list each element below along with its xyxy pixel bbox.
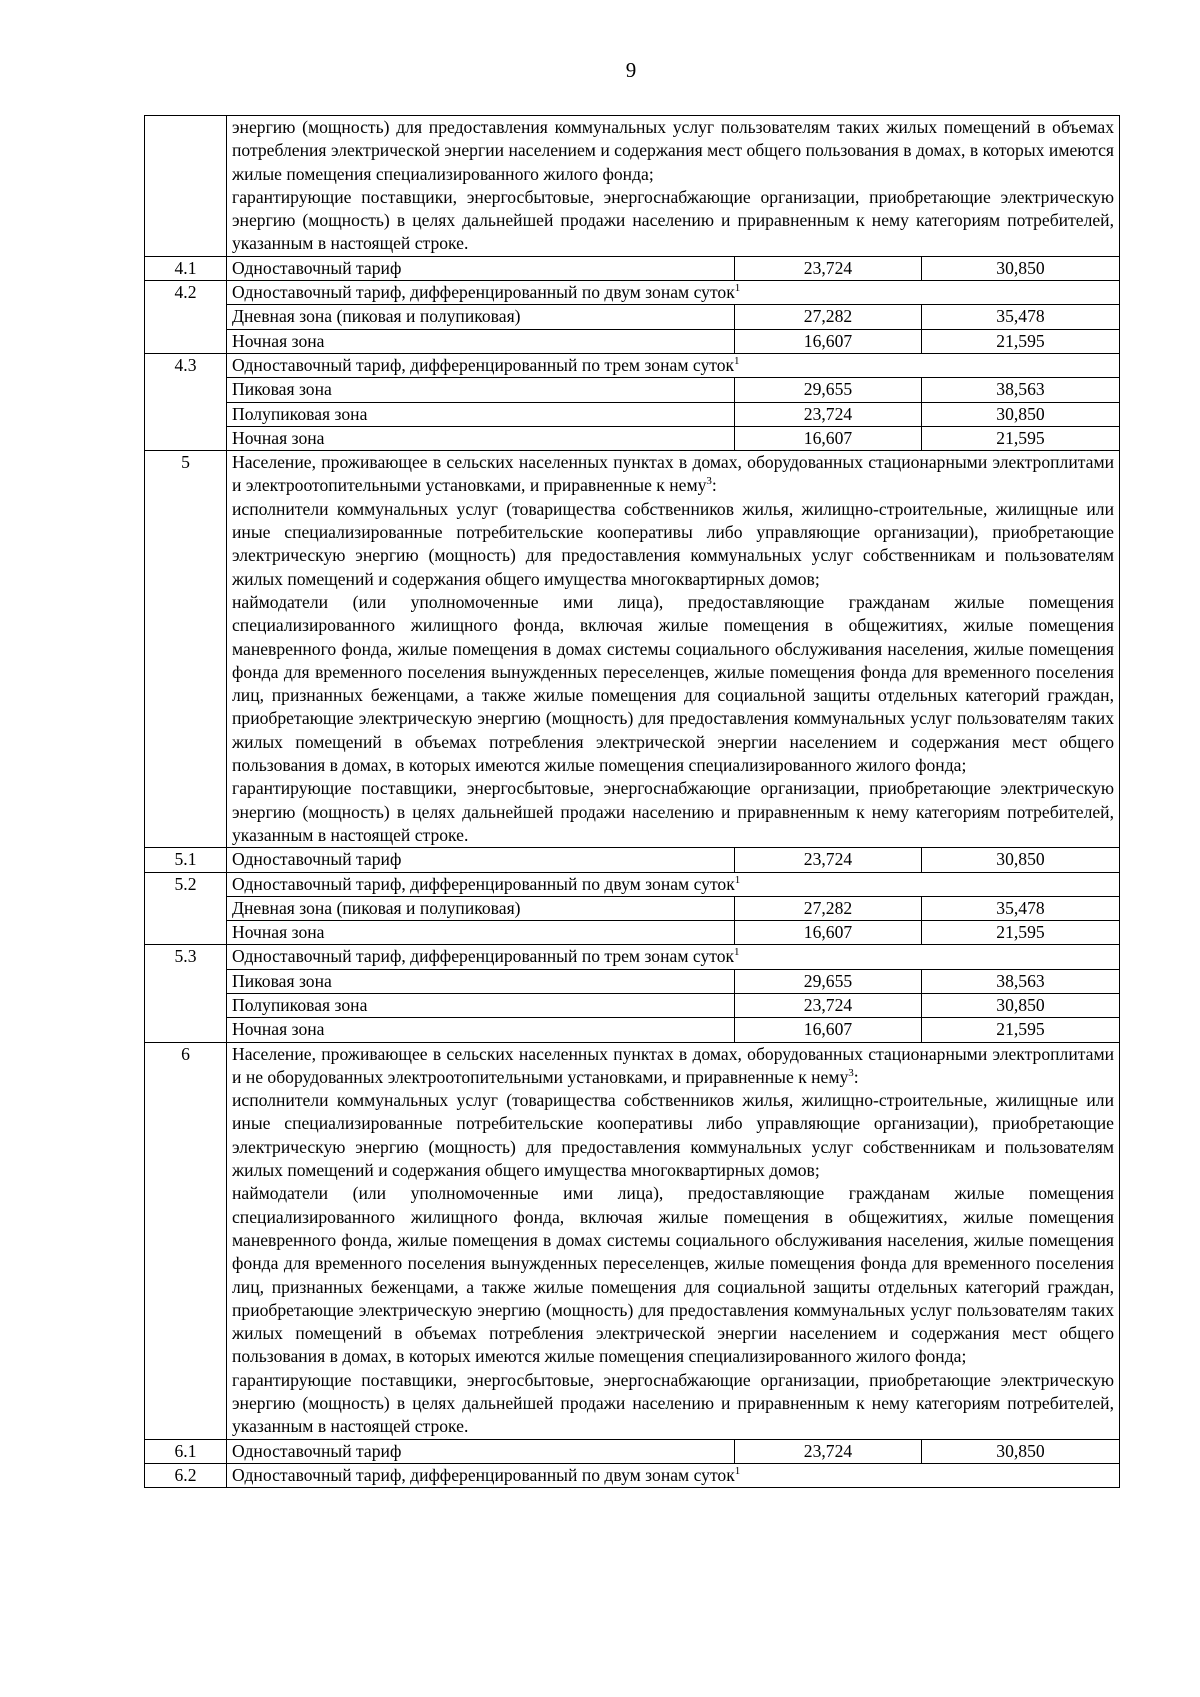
zone-label: Ночная зона <box>227 921 735 945</box>
table-row <box>145 378 1120 402</box>
tariff-label <box>227 945 1120 969</box>
table-row <box>145 896 1120 920</box>
tariff-label-text: Одноставочный тариф, дифференцированный по двум зонам суток <box>232 873 735 894</box>
description-paragraph: наймодатели (или уполномоченные ими лица), предоставляющие гражданам жилые помещения специализированного жилищного фонда, включая жилые помещения в общежитиях, жилые помещения маневренного фонда, жилые помещения в домах системы социального обслуживания населения, жилые помещения фонда для временного поселения вынужденных переселенцев, жилые помещения фонда для временного поселения лиц, признанных беженцами, а также жилые помещения для социальной защиты отдельных категорий граждан, приобретающие электрическую энергию (мощность) для предоставления коммунальных услуг пользователям таких жилых помещений в объемах потребления электрической энергии населением и содержания мест общего пользования в домах, в которых имеются жилые помещения специализированного жилого фонда; <box>232 591 1114 776</box>
intro-text: Население, проживающее в сельских населенных пунктах в домах, оборудованных стационарными электроплитами и электроотопительными установками, и приравненные к нему <box>232 452 1114 496</box>
tariff-value: 29,655 <box>735 969 922 993</box>
table-row <box>145 402 1120 426</box>
row-number: 4.2 <box>145 281 227 354</box>
tariff-value: 16,607 <box>735 1018 922 1042</box>
tariff-value: 23,724 <box>735 402 922 426</box>
table-row <box>145 116 1120 257</box>
description-paragraph: исполнители коммунальных услуг (товарищества собственников жилья, жилищно-строительные, жилищные или иные специализированные потребительские кооперативы либо управляющие организации), приобретающие электрическую энергию (мощность) для предоставления коммунальных услуг собственникам и пользователям жилых помещений и содержания общего имущества многоквартирных домов; <box>232 498 1114 589</box>
footnote-mark: 1 <box>734 1465 741 1478</box>
tariff-label-text: Одноставочный тариф, дифференцированный по двум зонам суток <box>232 1464 735 1485</box>
footnote-mark: 3 <box>848 1067 854 1080</box>
description-paragraph: гарантирующие поставщики, энергосбытовые, энергоснабжающие организации, приобретающие электрическую энергию (мощность) в целях дальнейшей продажи населению и приравненным к нему категориям потребителей, указанным в настоящей строке. <box>232 186 1114 254</box>
row-number: 5 <box>145 451 227 848</box>
table-row <box>145 329 1120 353</box>
tariff-label <box>227 1463 1120 1487</box>
footnote-mark: 1 <box>734 282 741 295</box>
tariff-label-text: Одноставочный тариф, дифференцированный по трем зонам суток <box>232 354 735 375</box>
zone-label: Ночная зона <box>227 329 735 353</box>
consumer-description <box>227 1042 1120 1439</box>
tariff-label <box>227 281 1120 305</box>
table-row <box>145 1439 1120 1463</box>
zone-label: Дневная зона (пиковая и полупиковая) <box>227 305 735 329</box>
zone-label: Дневная зона (пиковая и полупиковая) <box>227 896 735 920</box>
tariff-value: 27,282 <box>735 305 922 329</box>
intro-end: : <box>853 1066 859 1087</box>
tariff-value: 16,607 <box>735 426 922 450</box>
row-number: 4.3 <box>145 353 227 450</box>
tariff-label <box>227 353 1120 377</box>
description-paragraph: энергию (мощность) для предоставления коммунальных услуг пользователям таких жилых помещений в объемах потребления электрической энергии населением и содержания мест общего пользования в домах, в которых имеются жилые помещения специализированного жилого фонда; <box>232 117 1114 184</box>
table-row <box>145 256 1120 280</box>
description-paragraph: гарантирующие поставщики, энергосбытовые, энергоснабжающие организации, приобретающие электрическую энергию (мощность) в целях дальнейшей продажи населению и приравненным к нему категориям потребителей, указанным в настоящей строке. <box>232 1369 1114 1437</box>
footnote-mark: 1 <box>734 355 740 368</box>
tariff-value: 21,595 <box>922 426 1120 450</box>
tariff-table <box>144 115 1120 1488</box>
description-paragraph: наймодатели (или уполномоченные ими лица), предоставляющие гражданам жилые помещения специализированного жилищного фонда, включая жилые помещения в общежитиях, жилые помещения маневренного фонда, жилые помещения в домах системы социального обслуживания населения, жилые помещения фонда для временного поселения вынужденных переселенцев, жилые помещения фонда для временного поселения лиц, признанных беженцами, а также жилые помещения для социальной защиты отдельных категорий граждан, приобретающие электрическую энергию (мощность) для предоставления коммунальных услуг пользователям таких жилых помещений в объемах потребления электрической энергии населением и содержания мест общего пользования в домах, в которых имеются жилые помещения специализированного жилого фонда; <box>232 1183 1114 1367</box>
zone-label: Полупиковая зона <box>227 993 735 1017</box>
tariff-value: 29,655 <box>735 378 922 402</box>
tariff-value: 23,724 <box>735 993 922 1017</box>
zone-label: Ночная зона <box>227 426 735 450</box>
tariff-value: 21,595 <box>922 1018 1120 1042</box>
table-row <box>145 281 1120 305</box>
description-paragraph: гарантирующие поставщики, энергосбытовые, энергоснабжающие организации, приобретающие электрическую энергию (мощность) в целях дальнейшей продажи населению и приравненным к нему категориям потребителей, указанным в настоящей строке. <box>232 778 1114 845</box>
table-row <box>145 993 1120 1017</box>
zone-label: Полупиковая зона <box>227 402 735 426</box>
tariff-value: 23,724 <box>735 1439 922 1463</box>
zone-label: Ночная зона <box>227 1018 735 1042</box>
tariff-value: 23,724 <box>735 256 922 280</box>
table-row <box>145 945 1120 969</box>
tariff-value: 21,595 <box>922 329 1120 353</box>
table-row <box>145 921 1120 945</box>
tariff-value: 35,478 <box>922 896 1120 920</box>
tariff-value: 30,850 <box>922 402 1120 426</box>
tariff-label-text: Одноставочный тариф, дифференцированный по двум зонам суток <box>232 282 735 303</box>
table-row <box>145 1018 1120 1042</box>
footnote-mark: 1 <box>734 946 740 959</box>
intro-text: Население, проживающее в сельских населенных пунктах в домах, оборудованных стационарными электроплитами и не оборудованных электроотопительными установками, и приравненные к нему <box>232 1043 1114 1087</box>
row-number: 5.2 <box>145 872 227 945</box>
table-row <box>145 426 1120 450</box>
consumer-description <box>227 116 1120 257</box>
table-row <box>145 451 1120 848</box>
table-row <box>145 969 1120 993</box>
row-number-cell <box>145 116 227 257</box>
row-number: 5.1 <box>145 848 227 872</box>
tariff-value: 35,478 <box>922 305 1120 329</box>
description-intro <box>232 451 1114 498</box>
tariff-value: 16,607 <box>735 329 922 353</box>
page-number: 9 <box>625 58 637 82</box>
row-number: 4.1 <box>145 256 227 280</box>
footnote-mark: 3 <box>706 475 712 488</box>
tariff-label: Одноставочный тариф <box>227 848 735 872</box>
tariff-value: 27,282 <box>735 896 922 920</box>
table-row <box>145 848 1120 872</box>
tariff-label <box>227 872 1120 896</box>
tariff-value: 30,850 <box>922 256 1120 280</box>
consumer-description <box>227 451 1120 848</box>
table-row <box>145 1463 1120 1487</box>
table-row <box>145 305 1120 329</box>
intro-end: : <box>711 475 717 496</box>
tariff-value: 38,563 <box>922 969 1120 993</box>
row-number: 6.2 <box>145 1463 227 1487</box>
tariff-label: Одноставочный тариф <box>227 1439 735 1463</box>
tariff-value: 38,563 <box>922 378 1120 402</box>
tariff-value: 30,850 <box>922 1439 1120 1463</box>
tariff-value: 23,724 <box>735 848 922 872</box>
tariff-label-text: Одноставочный тариф, дифференцированный по трем зонам суток <box>232 946 735 967</box>
description-paragraph: исполнители коммунальных услуг (товарищества собственников жилья, жилищно-строительные, жилищные или иные специализированные потребительские кооперативы либо управляющие организации), приобретающие электрическую энергию (мощность) для предоставления коммунальных услуг собственникам и пользователям жилых помещений и содержания общего имущества многоквартирных домов; <box>232 1090 1114 1181</box>
zone-label: Пиковая зона <box>227 378 735 402</box>
tariff-value: 30,850 <box>922 993 1120 1017</box>
footnote-mark: 1 <box>734 873 741 886</box>
tariff-label: Одноставочный тариф <box>227 256 735 280</box>
description-intro <box>232 1043 1114 1090</box>
table-row <box>145 1042 1120 1439</box>
tariff-value: 30,850 <box>922 848 1120 872</box>
zone-label: Пиковая зона <box>227 969 735 993</box>
table-row <box>145 353 1120 377</box>
row-number: 6 <box>145 1042 227 1439</box>
row-number: 6.1 <box>145 1439 227 1463</box>
row-number: 5.3 <box>145 945 227 1042</box>
tariff-value: 16,607 <box>735 921 922 945</box>
table-row <box>145 872 1120 896</box>
tariff-value: 21,595 <box>922 921 1120 945</box>
